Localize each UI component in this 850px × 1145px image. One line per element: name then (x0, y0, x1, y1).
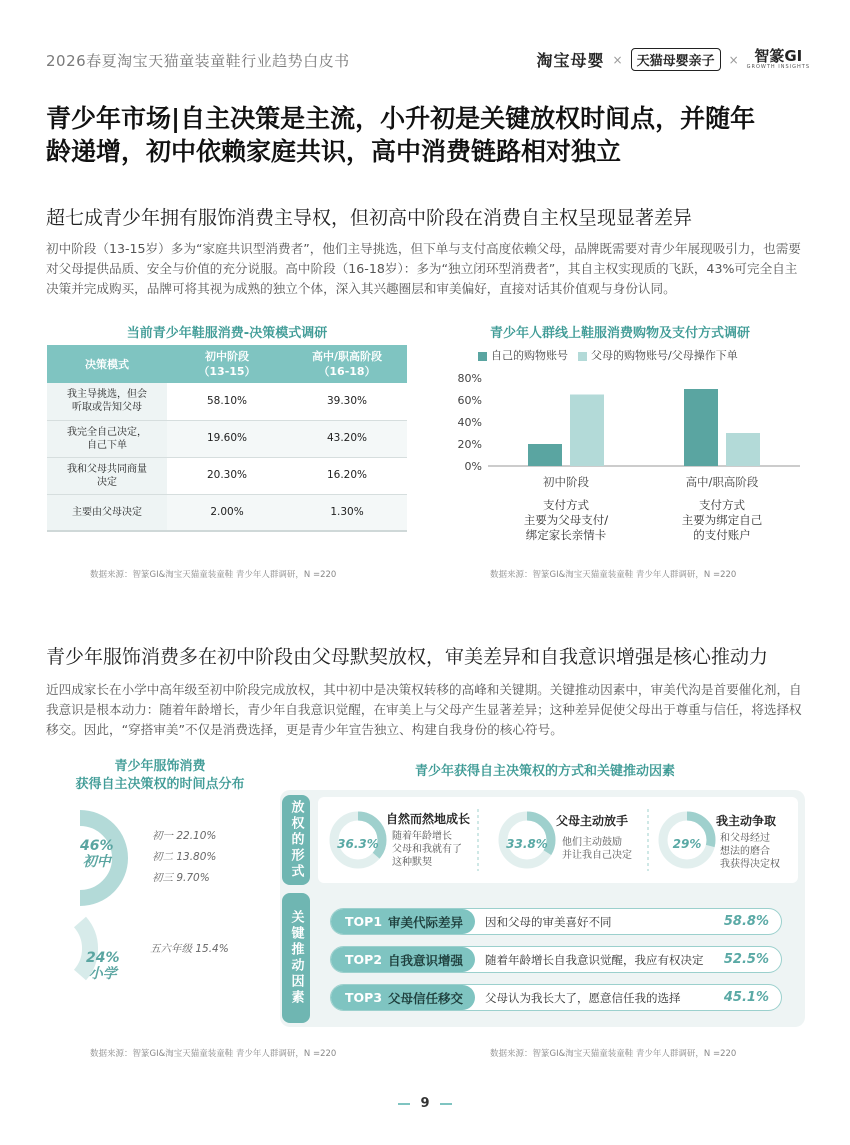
senior-value: 43.20% (287, 420, 407, 457)
bar-parent (570, 395, 604, 467)
table-header-row (47, 345, 407, 383)
form-body-3: 和父母经过 想法的磨合 我获得决定权 (720, 833, 780, 870)
form-body-2: 他们主动鼓励 并让我自己决定 (562, 837, 632, 861)
legend-item-own-account (478, 347, 568, 363)
junior-label: 初中 (82, 854, 111, 870)
top-factor-row (330, 908, 782, 935)
top-desc: 父母认为我长大了，愿意信任我的选择 (485, 990, 681, 1005)
y-tick-label: 20% (457, 438, 482, 451)
chart-legend (478, 347, 738, 363)
category-note-line: 支付方式 (543, 498, 589, 512)
top-name: 父母信任移交 (388, 990, 464, 1006)
document-title: 2026春夏淘宝天猫童装童鞋行业趋势白皮书 (46, 52, 350, 70)
zhimeng-logo-subtext: GROWTH INSIGHTS (746, 64, 810, 70)
grade-item: 初三 9.70% (152, 872, 210, 884)
junior-value: 2.00% (167, 494, 287, 531)
chart-title: 青少年人群线上鞋服消费购物及支付方式调研 (489, 326, 750, 341)
form-pct-2 (502, 833, 552, 852)
top-pct: 52.5% (723, 952, 769, 967)
form-head-3: 我主动争取 (716, 814, 777, 828)
primary-pct: 24% (86, 950, 120, 966)
headline-line-2: 龄递增，初中依赖家庭共识，高中消费链路相对独立 (46, 137, 622, 166)
headline-line-1: 青少年市场|自主决策是主流，小升初是关键放权时间点，并随年 (46, 104, 756, 133)
legend-swatch-own (478, 352, 487, 361)
table-header-mode: 决策模式 (47, 345, 167, 383)
category-note (682, 498, 763, 542)
form-head-2: 父母主动放手 (556, 814, 629, 828)
junior-value: 58.10% (167, 383, 287, 420)
zhimeng-logo-text: 智篆GI (754, 47, 803, 65)
form-tab: 放权的形式 (282, 795, 310, 885)
junior-value: 19.60% (167, 420, 287, 457)
timeline-title (40, 758, 280, 794)
top-badge (331, 909, 475, 934)
page-dash-right (440, 1103, 452, 1105)
top-name: 审美代际差异 (388, 914, 464, 930)
page-number-text: 9 (420, 1096, 430, 1111)
taobao-muying-logo: 淘宝母婴 (536, 51, 605, 70)
form-pct-text: 29% (672, 837, 702, 851)
factors-source: 数据来源：智篆GI&淘宝天猫童装童鞋 青少年人群调研，N =220 (490, 1049, 737, 1059)
partner-logos (536, 48, 810, 71)
top-badge (331, 985, 475, 1010)
top-rank: TOP3 (345, 990, 383, 1005)
tmall-muying-logo: 天猫母婴亲子 (631, 48, 721, 71)
category-note-line: 支付方式 (699, 498, 745, 512)
section-2-paragraph: 近四成家长在小学中高年级至初中阶段完成放权，其中初中是决策权转移的高峰和关键期。关键推动因素中，审美代沟是首要催化剂，自我意识是根本动力：随着年龄增长，青少年自我意识觉醒，在审美上与父母产生显著差异；这种差异促使父母出于尊重与信任，将选择权移交。因此，“穿搭审美”不仅是消费选择，更是青少年宣告独立、构建自我身份的核心符号。 (46, 682, 802, 737)
senior-value: 39.30% (287, 383, 407, 420)
senior-value: 1.30% (287, 494, 407, 531)
y-tick-label: 60% (457, 394, 482, 407)
zhimeng-gi-logo (747, 49, 810, 70)
top-rank: TOP1 (345, 914, 383, 929)
form-pct-3 (662, 833, 712, 852)
top-rank: TOP2 (345, 952, 383, 967)
grade-item: 初二 13.80% (152, 851, 217, 863)
logo-separator: × (728, 52, 739, 67)
section-1-title: 超七成青少年拥有服饰消费主导权，但初高中阶段在消费自主权呈现显著差异 (46, 207, 693, 229)
form-pct-text: 33.8% (506, 837, 548, 851)
category-note-line: 绑定家长亲情卡 (525, 528, 607, 542)
timeline-title-line-2: 获得自主决策权的时间点分布 (75, 777, 245, 792)
payment-bar-chart (440, 368, 810, 553)
timeline-source: 数据来源：智篆GI&淘宝天猫童装童鞋 青少年人群调研，N =220 (90, 1049, 337, 1059)
table-source: 数据来源：智篆GI&淘宝天猫童装童鞋 青少年人群调研，N =220 (90, 570, 337, 580)
legend-label-parent: 父母的购物账号/父母操作下单 (591, 349, 738, 362)
top-pct: 58.8% (723, 914, 769, 929)
table-row (47, 494, 407, 531)
top-factor-row (330, 946, 782, 973)
chart-source: 数据来源：智篆GI&淘宝天猫童装童鞋 青少年人群调研，N =220 (490, 570, 737, 580)
category-note-line: 主要为父母支付/ (523, 513, 609, 527)
form-head-1: 自然而然地成长 (386, 812, 471, 826)
decision-mode-table (47, 345, 407, 532)
bar-parent (726, 433, 760, 466)
row-label: 我和父母共同商量 决定 (47, 457, 167, 494)
form-body-1: 随着年龄增长 父母和我就有了 这种默契 (392, 831, 462, 868)
junior-pct: 46% (80, 838, 114, 854)
top-badge (331, 947, 475, 972)
form-pct-1 (333, 833, 383, 852)
primary-label: 小学 (88, 966, 117, 982)
row-label: 主要由父母决定 (47, 494, 167, 531)
grade-item: 初一 22.10% (152, 830, 217, 842)
primary-share (86, 950, 120, 982)
table-header-senior: 高中/职高阶段 （16-18） (287, 345, 407, 383)
driver-tab: 关键推动因素 (282, 893, 310, 1023)
table-row (47, 457, 407, 494)
factors-title: 青少年获得自主决策权的方式和关键推动因素 (414, 764, 675, 779)
category-note (524, 498, 608, 542)
primary-grade: 五六年级 15.4% (150, 943, 229, 955)
top-name: 自我意识增强 (388, 952, 464, 968)
top-desc: 随着年龄增长自我意识觉醒，我应有权决定 (485, 952, 704, 967)
form-pct-text: 36.3% (337, 837, 379, 851)
x-tick-label: 高中/职高阶段 (685, 475, 759, 489)
top-pct: 45.1% (723, 990, 769, 1005)
section-2-title: 青少年服饰消费多在初中阶段由父母默契放权，审美差异和自我意识增强是核心推动力 (46, 646, 769, 668)
table-row (47, 420, 407, 457)
row-label: 我主导挑选，但会 听取或告知父母 (47, 383, 167, 420)
junior-grade-list (152, 826, 216, 889)
table-row (47, 383, 407, 420)
timeline-title-line-1: 青少年服饰消费 (114, 759, 206, 774)
top-factor-row (330, 984, 782, 1011)
section-1-paragraph: 初中阶段（13-15岁）多为“家庭共识型消费者”，他们主导挑选，但下单与支付高度依赖父母，品牌既需要对青少年展现吸引力，也需要对父母提供品质、安全与价值的充分说服。高中阶段（16-18岁）：多为“独立闭环型消费者”，其自主权实现质的飞跃，43%可完全自主决策并完成购买，品牌可将其视为成熟的独立个体，深入其兴趣圈层和审美偏好，直接对话其价值观与身份认同。 (46, 241, 801, 296)
logo-separator: × (612, 52, 623, 67)
y-tick-label: 0% (464, 460, 482, 473)
legend-label-own: 自己的购物账号 (491, 349, 568, 362)
junior-share (80, 838, 114, 870)
x-tick-label: 初中阶段 (543, 475, 589, 489)
table-title: 当前青少年鞋服消费-决策模式调研 (126, 326, 328, 341)
top-desc: 因和父母的审美喜好不同 (485, 914, 612, 929)
junior-value: 20.30% (167, 457, 287, 494)
y-tick-label: 40% (457, 416, 482, 429)
senior-value: 16.20% (287, 457, 407, 494)
table-header-junior: 初中阶段 （13-15） (167, 345, 287, 383)
category-note-line: 主要为绑定自己 (681, 513, 763, 527)
category-note-line: 的支付账户 (693, 528, 751, 542)
y-tick-label: 80% (457, 372, 482, 385)
page-headline (46, 102, 816, 168)
legend-item-parent-account (578, 347, 738, 363)
bar-own (528, 444, 562, 466)
legend-swatch-parent (578, 352, 587, 361)
page-dash-left (398, 1103, 410, 1105)
page-number (0, 1096, 850, 1111)
row-label: 我完全自己决定， 自己下单 (47, 420, 167, 457)
bar-own (684, 389, 718, 466)
